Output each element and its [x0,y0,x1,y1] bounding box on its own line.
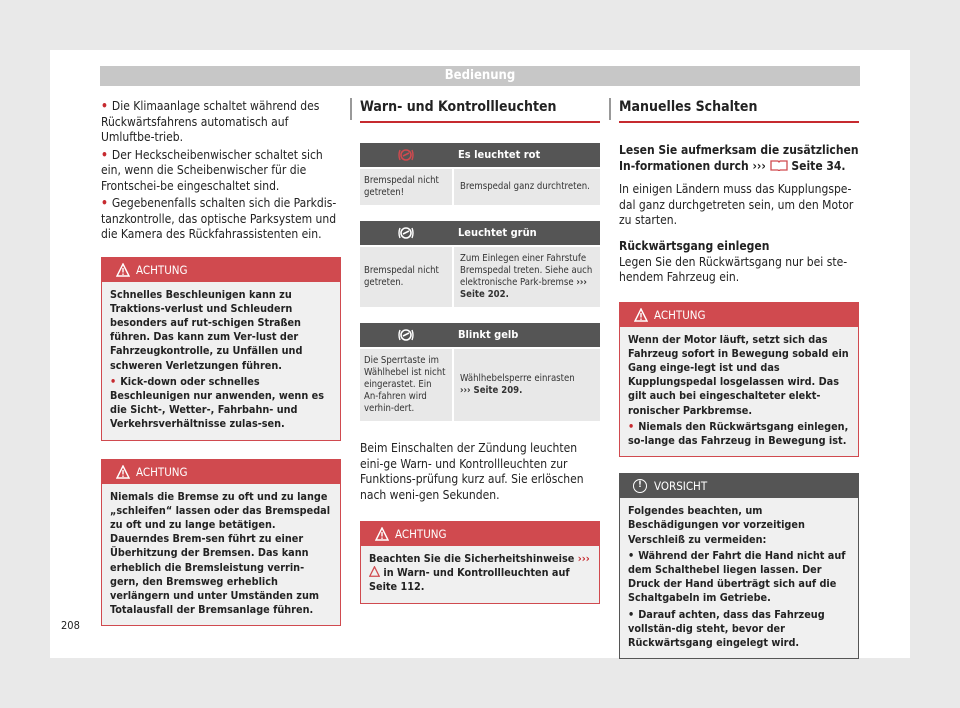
warning-text: Beachten Sie die Sicherheitshinweise [369,552,575,565]
warning-triangle-icon [634,308,648,322]
table-cell: Bremspedal ganz durchtreten. [460,181,590,192]
warning-body [102,282,340,440]
warning-text: Schnelles Beschleunigen kann zu Traktions-verlust und Schleudern besonders auf rut-schigen Straßen führen. Das kann zum Ver-lust der Fahrzeugkontrolle, zu Unfällen und schweren Verletzungen führen. [110,287,303,372]
table-cell [454,247,600,307]
warning-box [101,459,341,627]
warning-text: Wenn der Motor läuft, setzt sich das Fahrzeug sofort in Bewegung sobald ein Gang einge-legt ist und das Kupplungspedal losgelassen wird. Das gilt auch bei eingeschalteter elekt-ronischer Parkbremse. [628,332,849,417]
warning-bullet [628,420,850,448]
caution-header [620,474,858,498]
table-header-label: Leuchtet grün [458,226,537,239]
table-row [360,169,600,205]
table-row [360,349,600,421]
table-cell-text: Wählhebelsperre einrasten [460,373,575,384]
warning-triangle-icon [375,527,389,541]
section-header: Bedienung [100,66,860,86]
bullet-icon: • [110,374,117,388]
page-reference-link[interactable]: ››› Seite 202. [460,277,587,300]
page-reference-link[interactable]: ››› [752,158,766,173]
caution-bullet-text: Während der Fahrt die Hand nicht auf dem Schalthebel liegen lassen. Der Druck der Hand überträgt sich auf die Schaltgabeln im Getriebe. [628,548,846,605]
bullet-icon: • [628,548,635,562]
table-cell [454,349,600,421]
list-item [101,99,341,146]
warning-label: ACHTUNG [136,464,188,479]
info-circle-icon: ! [633,479,647,493]
brake-pedal-warning-icon [398,148,414,162]
list-item-text: Der Heckscheibenwischer schaltet sich ein, wenn die Scheibenwischer für die Frontschei-be eingeschaltet sind. [101,147,323,193]
indicator-table [360,323,600,421]
column-left [101,99,341,626]
warning-triangle-icon [116,263,130,277]
column-middle [360,99,600,604]
table-cell: Bremspedal nicht getreten! [360,169,454,205]
body-paragraph: In einigen Ländern muss das Kupplungspe-dal ganz durchgetreten sein, um den Motor zu starten. [619,182,854,227]
table-header [360,143,600,167]
table-header [360,323,600,347]
table-cell: Bremspedal nicht getreten. [360,247,454,307]
table-header [360,221,600,245]
warning-body [620,327,858,457]
list-item [101,148,341,195]
intro-text: Lesen Sie aufmerksam die zusätzlichen In-formationen durch [619,143,859,173]
brake-pedal-yellow-icon [398,328,414,342]
caution-box [619,473,859,659]
bullet-icon: • [101,196,108,210]
table-header-label: Es leuchtet rot [458,148,541,161]
caution-text: Folgendes beachten, um Beschädigungen vor vorzeitigen Verschleiß zu vermeiden: [628,504,805,546]
table-cell-text: Zum Einlegen einer Fahrstufe Bremspedal treten. Siehe auch elektronische Park-bremse [460,253,593,288]
table-header-label: Blinkt gelb [458,328,519,341]
intro-paragraph [619,143,859,174]
caution-body [620,498,858,658]
warning-box [619,302,859,458]
indicator-table [360,221,600,307]
warning-header [102,258,340,282]
warning-label: ACHTUNG [654,307,706,322]
subheading: Rückwärtsgang einlegen [619,238,770,253]
table-row [360,247,600,307]
section-title: Manuelles Schalten [619,99,859,123]
caution-book-icon [770,159,788,171]
list-item [101,196,341,243]
warning-bullet-text: Niemals den Rückwärtsgang einlegen, so-lange das Fahrzeug in Bewegung ist. [628,419,849,447]
warning-triangle-icon [369,566,380,577]
brake-pedal-green-icon [398,226,414,240]
table-cell: Die Sperrtaste im Wählhebel ist nicht eingerastet. Ein An-fahren wird verhin-dert. [360,349,454,421]
warning-label: ACHTUNG [136,262,188,277]
warning-header [102,460,340,484]
caution-bullet [628,608,850,651]
indicator-table [360,143,600,205]
bullet-icon: • [101,99,108,113]
column-right [619,99,859,659]
page-number: 208 [61,619,80,632]
warning-box [101,257,341,441]
page-reference-link[interactable]: ››› Seite 209. [460,385,523,396]
page-reference-text: Seite 34. [791,158,846,173]
warning-body: Niemals die Bremse zu oft und zu lange „schleifen“ lassen oder das Bremspedal zu oft und zu lange betätigen. Dauerndes Brem-sen führt zu einer Überhitzung der Bremsen. Das kann erheblich die Bremsleistung verrin-gern, den Bremsweg erheblich verlängern und unter Umständen zum Totalausfall der Bremsanlage führen. [102,484,340,626]
list-item-text: Gegebenenfalls schalten sich die Parkdis-tanzkontrolle, das optische Parksystem und die Kamera des Rückfahrassistenten ein. [101,196,337,241]
warning-header [361,522,599,546]
warning-bullet-text: Kick-down oder schnelles Beschleunigen nur anwenden, wenn es die Sicht-, Wetter-, Fahrbahn- und Verkehrsverhältnisse zulas-sen. [110,374,324,431]
caution-label: VORSICHT [654,479,708,494]
body-paragraph: Beim Einschalten der Zündung leuchten eini-ge Warn- und Kontrollleuchten zur Funktions-prüfung kurz auf. Sie erlöschen nach weni-gen Sekunden. [360,441,584,502]
caution-bullet [628,549,850,606]
page-reference-link[interactable]: ››› [577,552,590,565]
body-paragraph: Legen Sie den Rückwärtsgang nur bei ste-hendem Fahrzeug ein. [619,254,848,284]
bullet-icon: • [628,607,635,621]
bullet-icon: • [101,147,108,162]
warning-label: ACHTUNG [395,527,447,541]
list-item-text: Die Klimaanlage schaltet während des Rückwärtsfahrens automatisch auf Umluftbe-trieb. [101,99,320,144]
page [50,50,910,658]
section-title: Warn- und Kontrollleuchten [360,99,600,123]
warning-triangle-icon [116,465,130,479]
warning-bullet [110,375,332,432]
caution-bullet-text: Darauf achten, dass das Fahrzeug vollstän-dig steht, bevor der Rückwärtsgang eingelegt wird. [628,607,825,649]
warning-box [360,521,600,604]
warning-header [620,303,858,327]
warning-text: in Warn- und Kontrollleuchten auf Seite 112. [369,566,570,594]
bullet-icon: • [628,419,635,433]
warning-body [361,546,599,603]
